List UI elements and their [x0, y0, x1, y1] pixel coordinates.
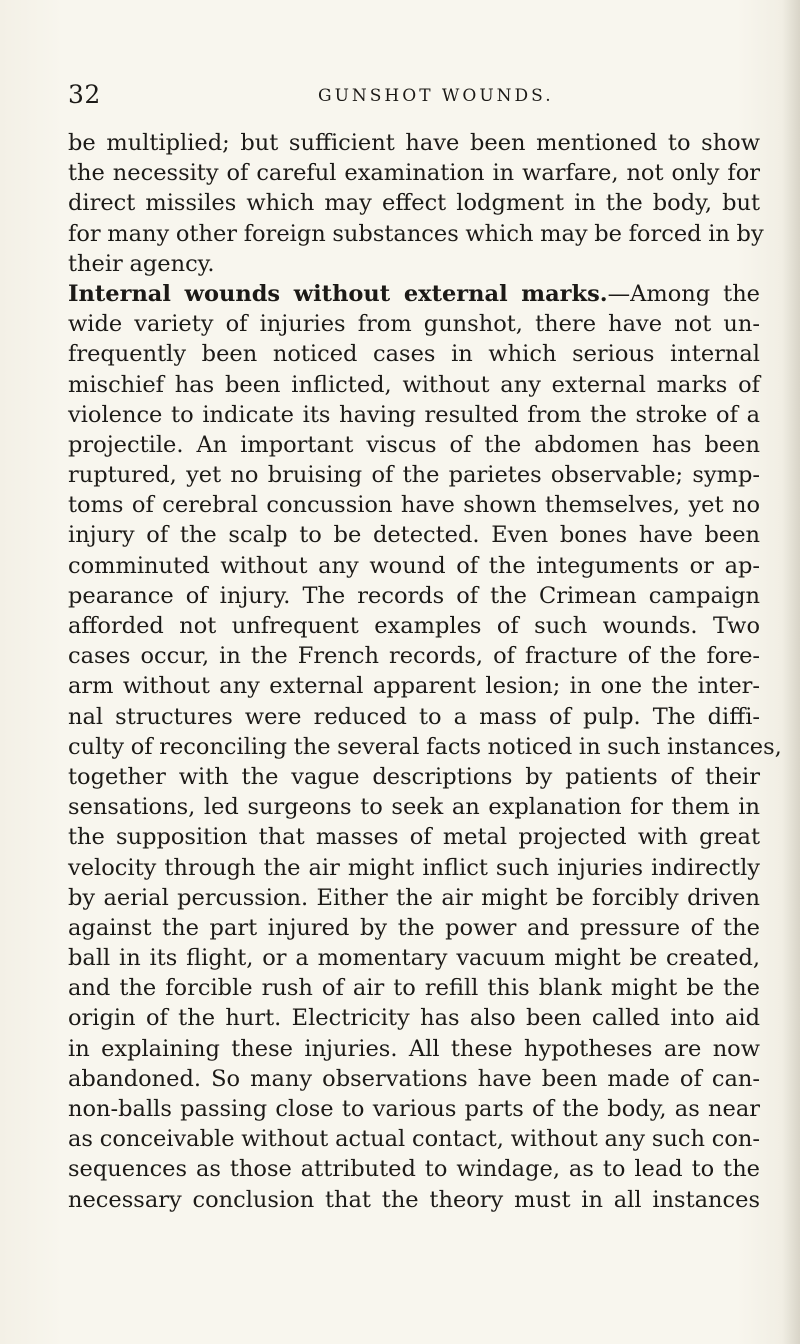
text-line: nal structures were reduced to a mass of pulp. The diffi- — [68, 703, 760, 730]
text-line: wide variety of injuries from gunshot, there have not un- — [68, 311, 760, 338]
text-line: violence to indicate its having resulted from the stroke of a — [68, 401, 760, 428]
text-line: culty of reconciling the several facts noticed in such instances, — [68, 733, 782, 760]
text-line: sequences as those attributed to windage, as to lead to the — [68, 1156, 760, 1183]
text-line: the supposition that masses of metal projected with great — [68, 824, 760, 851]
text-line: sensations, led surgeons to seek an explanation for them in — [68, 794, 760, 821]
text-line: injury of the scalp to be detected. Even bones have been — [68, 522, 760, 549]
text-line: origin of the hurt. Electricity has also been called into aid — [68, 1005, 760, 1032]
text-line: together with the vague descriptions by patients of their — [68, 763, 760, 790]
body-text — [68, 128, 782, 1215]
section-first-line — [68, 279, 760, 309]
text-line: toms of cerebral concussion have shown themselves, yet no — [68, 492, 760, 519]
text-line: comminuted without any wound of the integuments or ap- — [68, 552, 760, 579]
text-line: the necessity of careful examination in warfare, not only for — [68, 160, 760, 187]
text-line: frequently been noticed cases in which serious internal — [68, 341, 760, 368]
text-line: direct missiles which may effect lodgment in the body, but — [68, 190, 760, 217]
text-line: non-balls passing close to various parts of the body, as near — [68, 1096, 760, 1122]
text-line: ruptured, yet no bruising of the parietes observable; symp- — [68, 462, 760, 489]
text-line: for many other foreign substances which may be forced in by — [68, 220, 764, 247]
text-line: by aerial percussion. Either the air might be forcibly driven — [68, 884, 760, 911]
text-line: and the forcible rush of air to refill this blank might be the — [68, 975, 760, 1002]
running-title: GUNSHOT WOUNDS. — [318, 86, 554, 106]
text-line: mischief has been inflicted, without any external marks of — [68, 371, 760, 398]
text-line: be multiplied; but sufficient have been mentioned to show — [68, 130, 760, 156]
text-line: abandoned. So many observations have been made of can- — [68, 1065, 760, 1092]
text-line: projectile. An important viscus of the abdomen has been — [68, 431, 760, 458]
text-line: their agency. — [68, 250, 215, 277]
text-line: afforded not unfrequent examples of such wounds. Two — [68, 613, 760, 639]
text-line: ball in its flight, or a momentary vacuum might be created, — [68, 945, 760, 972]
section-first-line-rest: —Among the — [607, 280, 760, 307]
running-head — [68, 80, 760, 110]
text-line: as conceivable without actual contact, without any such con- — [68, 1126, 760, 1153]
text-line: necessary conclusion that the theory must in all instances — [68, 1186, 760, 1213]
text-line: pearance of injury. The records of the Crimean campaign — [68, 582, 760, 609]
section-heading: Internal wounds without external marks. — [68, 280, 608, 307]
text-line: arm without any external apparent lesion; in one the inter- — [68, 673, 760, 700]
page-number: 32 — [68, 80, 101, 109]
text-line: cases occur, in the French records, of fracture of the fore- — [68, 643, 760, 670]
text-line: in explaining these injuries. All these hypotheses are now — [68, 1035, 760, 1062]
text-line: against the part injured by the power and pressure of the — [68, 914, 760, 941]
page-edge-shadow — [782, 0, 800, 1344]
text-line: velocity through the air might inflict such injuries indirectly — [68, 854, 760, 881]
